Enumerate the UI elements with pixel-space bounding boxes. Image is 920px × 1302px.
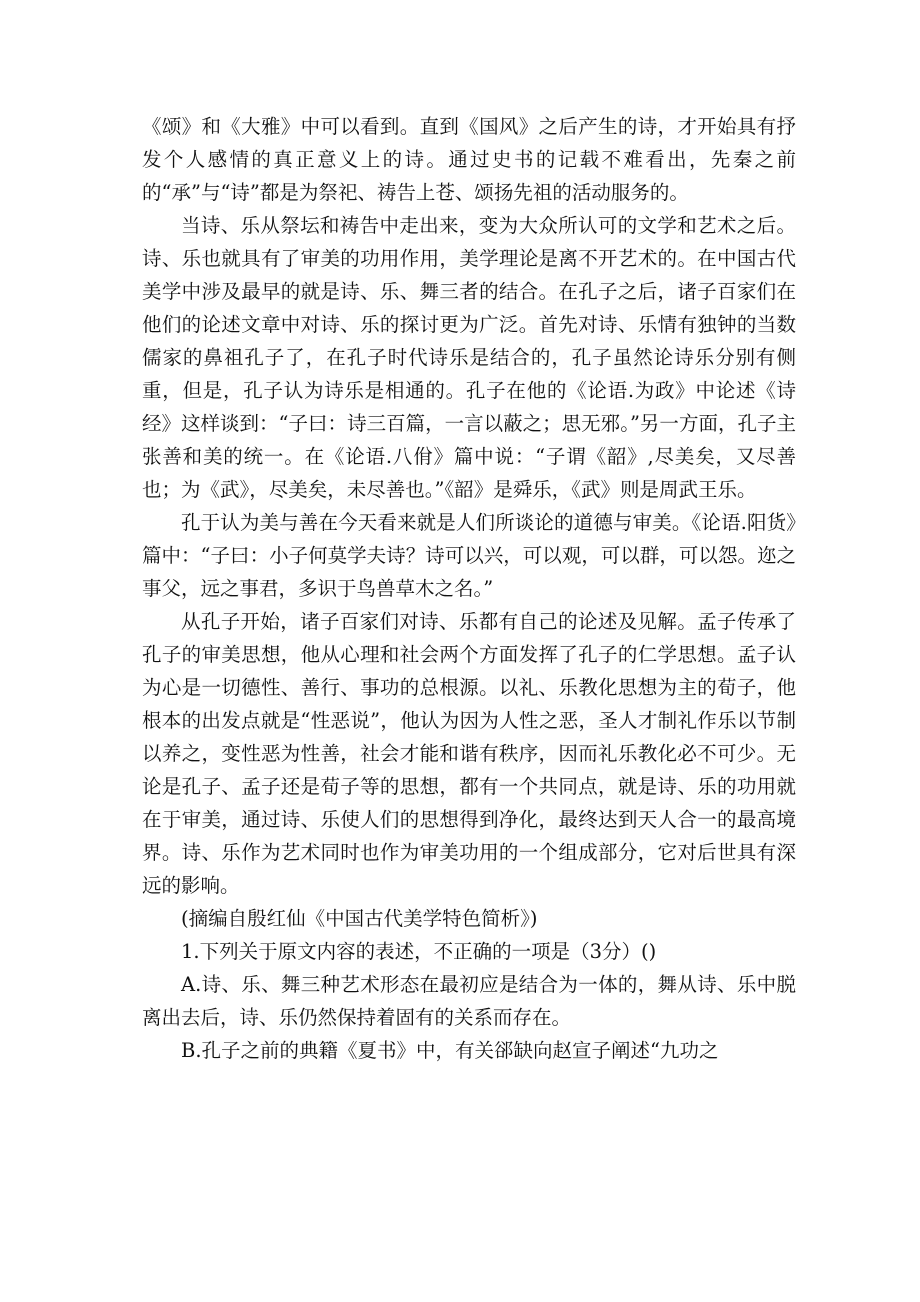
paragraph-continuation: 《颂》和《大雅》中可以看到。直到《国风》之后产生的诗，才开始具有抒发个人感情的真正意义上的诗。通过史书的记载不难看出，先秦之前的“承”与“诗”都是为祭祀、祷告上苍、颂扬先祖的活动服务的。 xyxy=(142,115,796,204)
paragraph-poetry-music-aesthetics: 当诗、乐从祭坛和祷告中走出来，变为大众所认可的文学和艺术之后。诗、乐也就具有了审美的功用作用，美学理论是离不开艺术的。在中国古代美学中涉及最早的就是诗、乐、舞三者的结合。在孔子之后，诸子百家们在他们的论述文章中对诗、乐的探讨更为广泛。首先对诗、乐情有独钟的当数儒家的鼻祖孔子了，在孔子时代诗乐是结合的，孔子虽然论诗乐分别有侧重，但是，孔子认为诗乐是相通的。孔子在他的《论语.为政》中论述《诗经》这样谈到：“子曰：诗三百篇，一言以蔽之；思无邪。”另一方面，孔子主张善和美的统一。在《论语.八佾》篇中说：“子谓《韶》,尽美矣，又尽善也；为《武》，尽美矣，未尽善也。”《韶》是舜乐，《武》则是周武王乐。 xyxy=(142,214,796,501)
question-1-stem: 1.下列关于原文内容的表述，不正确的一项是（3分）() xyxy=(181,940,657,963)
document-body xyxy=(142,110,796,1067)
paragraph-beauty-and-goodness: 孔于认为美与善在今天看来就是人们所谈论的道德与审美。《论语.阳货》篇中：“子曰：小子何莫学夫诗？诗可以兴，可以观，可以群，可以怨。迩之事父，远之事君，多识于鸟兽草木之名。” xyxy=(142,511,796,600)
paragraph-hundred-schools: 从孔子开始，诸子百家们对诗、乐都有自己的论述及见解。孟子传承了孔子的审美思想，他从心理和社会两个方面发挥了孔子的仁学思想。孟子认为心是一切德性、善行、事功的总根源。以礼、乐教化思想为主的荀子，他根本的出发点就是“性恶说”，他认为因为人性之恶，圣人才制礼作乐以节制以养之，变性恶为性善，社会才能和谐有秩序，因而礼乐教化必不可少。无论是孔子、孟子还是荀子等的思想，都有一个共同点，就是诗、乐的功用就在于审美，通过诗、乐使人们的思想得到净化，最终达到天人合一的最高境界。诗、乐作为艺术同时也作为审美功用的一个组成部分，它对后世具有深远的影响。 xyxy=(142,610,796,897)
question-1-option-a: A.诗、乐、舞三种艺术形态在最初应是结合为一体的，舞从诗、乐中脱离出去后，诗、乐仍然保持着固有的关系而存在。 xyxy=(142,973,796,1029)
question-1-option-b: B.孔子之前的典籍《夏书》中，有关郤缺向赵宣子阐述“九功之 xyxy=(181,1039,719,1062)
source-citation: (摘编自殷红仙《中国古代美学特色简析》) xyxy=(181,907,538,930)
